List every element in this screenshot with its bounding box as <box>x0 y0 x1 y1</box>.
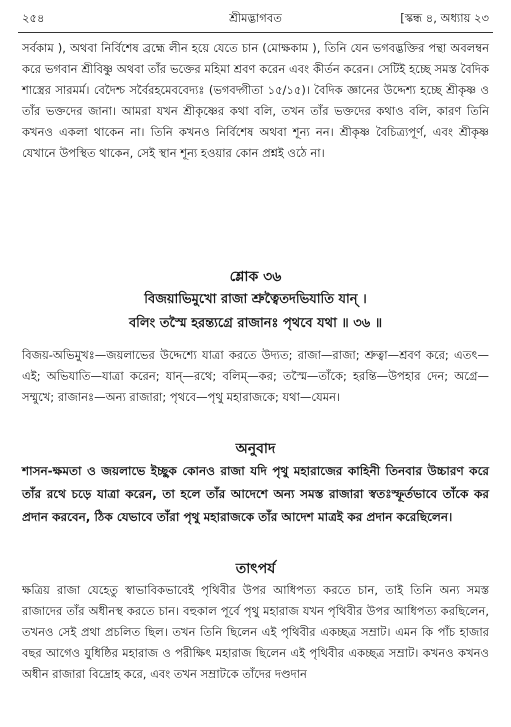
synonyms-paragraph: বিজয়-অভিমুখঃ—জয়লাভের উদ্দেশ্যে যাত্রা করতে উদ্যত; রাজা—রাজা; শ্রুত্বা—শ্রবণ করে; এতৎ—এই; অভিযাতি—যাত্রা করেন; যান্—রথে; বলিম্—কর; তস্মৈ—তাঁকে; হরন্তি—উপহার দেন; অগ্রে—সম্মুখে; রাজানঃ—অন্য রাজারা; পৃথবে—পৃথু মহারাজকে; যথা—যেমন। <box>22 348 489 404</box>
verse-line-2: বলিং তস্মৈ হরন্ত্যগ্রে রাজানঃ পৃথবে যথা ॥ ৩৬ ॥ <box>128 316 383 331</box>
header-rule <box>18 32 493 33</box>
page-number: ২৫৪ <box>22 11 45 25</box>
translation-heading: অনুবাদ <box>235 441 276 457</box>
verse-line-1: বিজয়াভিমুখো রাজা শ্রুত্বৈতদভিযাতি যান্ । <box>144 292 367 307</box>
purport-text: ক্ষত্রিয় রাজা যেহেতু স্বাভাবিকভাবেই পৃথিবীর উপর আধিপত্য করতে চান, তাই তিনি অন্য সমস্ত রাজাদের তাঁর অধীনস্থ করতে চান। বহুকাল পূর্বে পৃথু মহারাজ যখন পৃথিবীর উপর আধিপত্য করছিলেন, তখনও সেই প্রথা প্রচলিত ছিল। তখন তিনি ছিলেন এই পৃথিবীর একচ্ছত্র সম্রাট। এমন কি পাঁচ হাজার বছর আগেও যুধিষ্ঠির মহারাজ ও পরীক্ষিৎ মহারাজ ছিলেন এই পৃথিবীর একচ্ছত্র সম্রাট। কখনও কখনও অধীন রাজারা বিদ্রোহ করে, এবং তখন সম্রাটকে তাঁদের দণ্ডদান <box>22 583 489 681</box>
page-header <box>22 10 489 32</box>
sloka-heading: শ্লোক ৩৬ <box>229 269 282 285</box>
book-title: শ্রীমদ্ভাগবত <box>229 11 282 25</box>
translation-text: শাসন-ক্ষমতা ও জয়লাভে ইচ্ছুক কোনও রাজা যদি পৃথু মহারাজের কাহিনী তিনবার উচ্চারণ করে তাঁর রথে চড়ে যাত্রা করেন, তা হলে তাঁর আদেশে অন্য সমস্ত রাজারা স্বতঃস্ফূর্তভাবে তাঁকে কর প্রদান করবেন, ঠিক যেভাবে তাঁরা পৃথু মহারাজকে তাঁর আদেশ মাত্রই কর প্রদান করেছিলেন। <box>22 464 489 524</box>
purport-heading: তাৎপর্য <box>235 561 276 577</box>
intro-paragraph: সর্বকাম ), অথবা নির্বিশেষ ব্রহ্মে লীন হয়ে যেতে চান (মোক্ষকাম ), তিনি যেন ভগবদ্ভক্তির পন্থা অবলম্বন করে ভগবান শ্রীবিষ্ণু অথবা তাঁর ভক্তের মহিমা শ্রবণ করেন এবং কীর্তন করেন। সেটিই হচ্ছে সমস্ত বৈদিক শাস্ত্রের সারমর্ম। বেদৈশ্চ সর্বৈরহমেববেদ্যঃ (ভগবদ্গীতা ১৫/১৫)। বৈদিক জ্ঞানের উদ্দেশ্য হচ্ছে শ্রীকৃষ্ণ ও তাঁর ভক্তদের জানা। আমরা যখন শ্রীকৃষ্ণের কথা বলি, তখন তাঁর ভক্তদের কথাও বলি, কারণ তিনি কখনও একলা থাকেন না। তিনি কখনও নির্বিশেষ অথবা শূন্য নন। শ্রীকৃষ্ণ বৈচিত্র্যপূর্ণ, এবং শ্রীকৃষ্ণ যেখানে উপস্থিত থাকেন, সেই স্থান শূন্য হওয়ার কোন প্রশ্নই ওঠে না। <box>22 41 489 160</box>
chapter-reference: [স্কন্ধ ৪, অধ্যায় ২৩ <box>400 11 489 25</box>
